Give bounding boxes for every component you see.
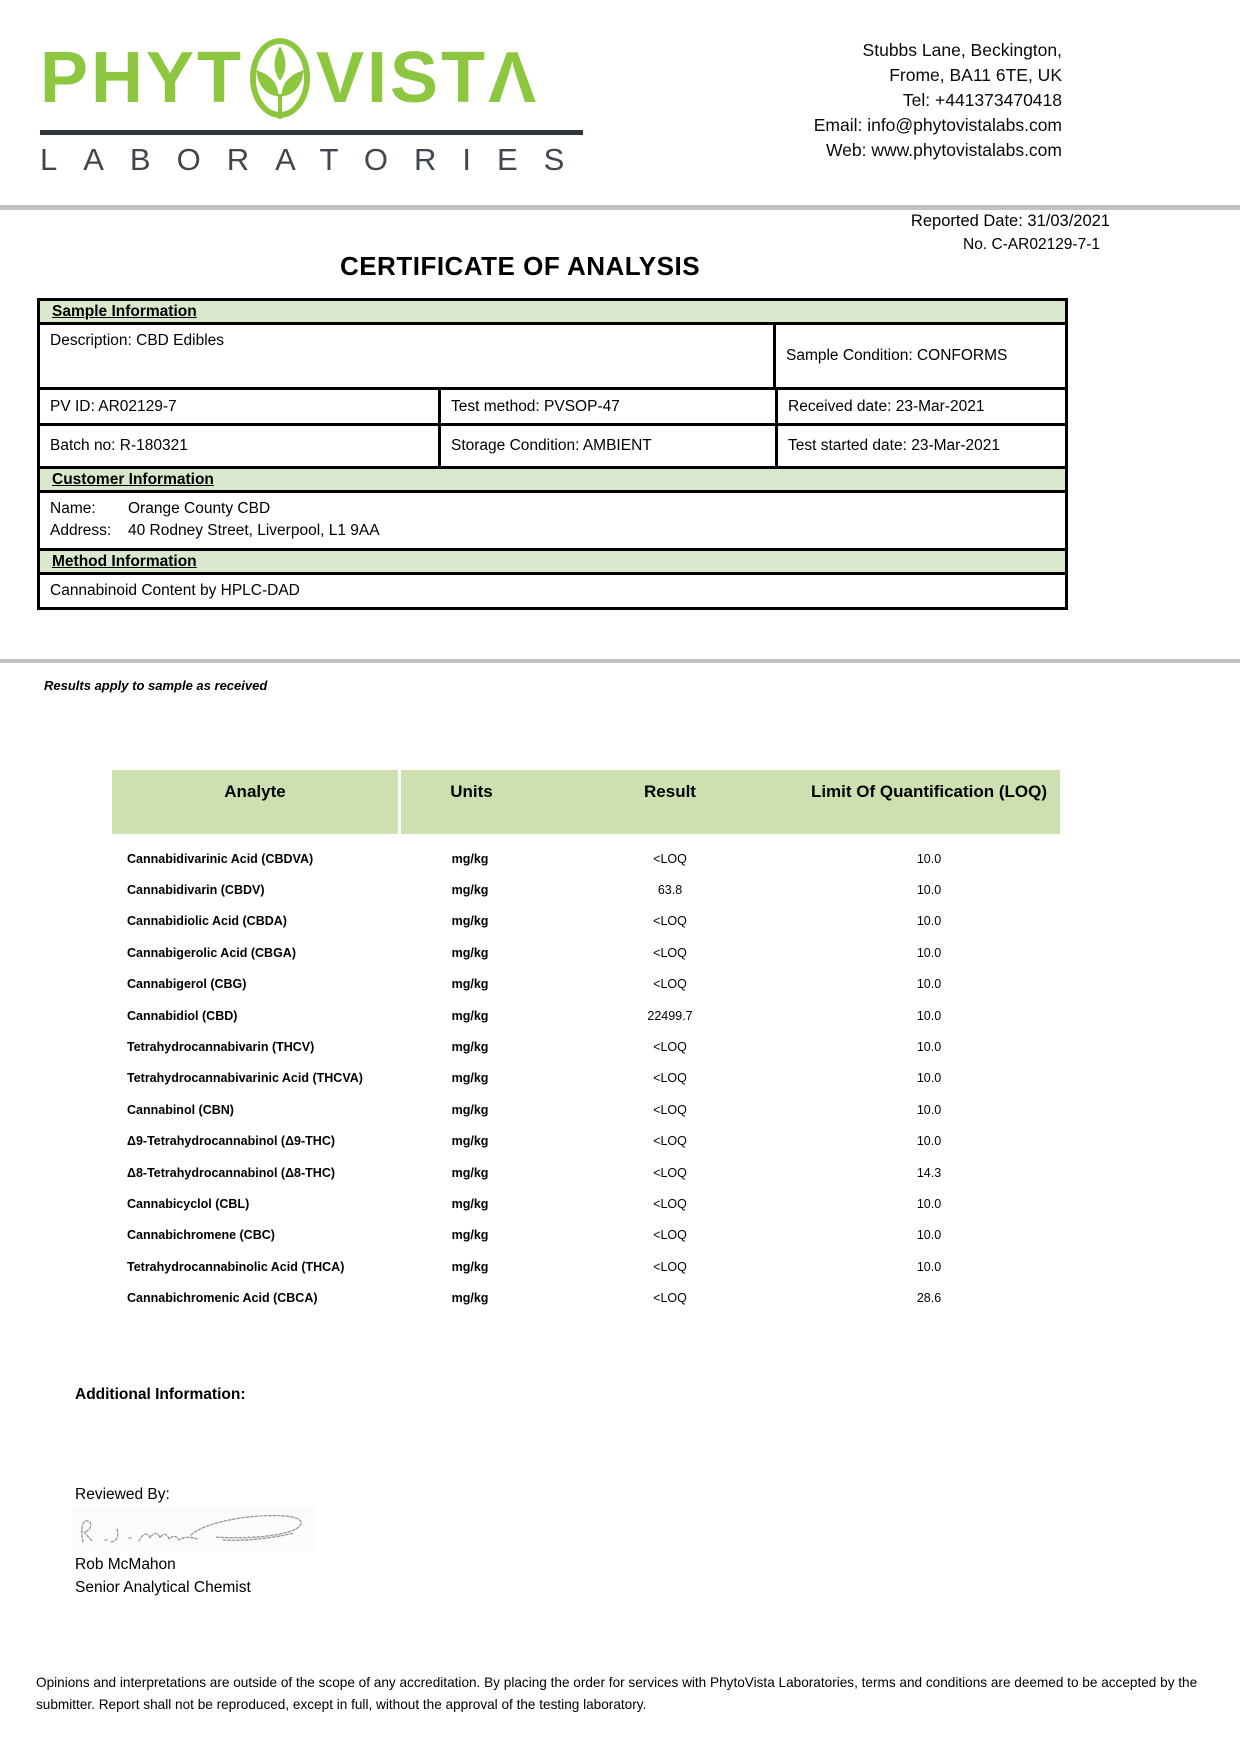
loq-cell: 10.0 — [916, 1040, 942, 1055]
table-row — [112, 1188, 1060, 1219]
storage-condition: Storage Condition: AMBIENT — [438, 426, 775, 466]
column-header-units: Units — [450, 782, 493, 801]
sample-description-row — [40, 322, 1065, 387]
column-header-loq: Limit Of Quantification (LOQ) — [810, 782, 1048, 801]
analyte-cell: Tetrahydrocannabinolic Acid (THCA) — [127, 1259, 345, 1274]
loq-cell: 10.0 — [916, 1134, 942, 1149]
logo-divider — [40, 130, 583, 135]
results-table-header — [112, 770, 1060, 834]
customer-information-title: Customer Information — [52, 470, 214, 488]
table-row — [112, 1000, 1060, 1031]
analyte-cell: Δ8-Tetrahydrocannabinol (Δ8-THC) — [127, 1165, 336, 1180]
result-cell: <LOQ — [653, 914, 687, 929]
results-table-body — [112, 843, 1060, 1314]
analyte-cell: Δ9-Tetrahydrocannabinol (Δ9-THC) — [127, 1134, 336, 1149]
table-row — [112, 1126, 1060, 1157]
units-cell: mg/kg — [451, 1228, 489, 1243]
table-row — [112, 1157, 1060, 1188]
method-information-title: Method Information — [52, 552, 197, 570]
table-row — [112, 1063, 1060, 1094]
table-row — [112, 1220, 1060, 1251]
loq-cell: 10.0 — [916, 1008, 942, 1023]
analyte-cell: Cannabidivarinic Acid (CBDVA) — [127, 851, 314, 866]
analyte-cell: Cannabidivarin (CBDV) — [127, 883, 265, 898]
logo-text-vista: VISTΛ — [316, 38, 540, 118]
table-row — [112, 1094, 1060, 1125]
analyte-cell: Cannabichromenic Acid (CBCA) — [127, 1291, 318, 1306]
pv-id: PV ID: AR02129-7 — [50, 397, 177, 415]
units-cell: mg/kg — [451, 1134, 489, 1149]
analyte-cell: Cannabicyclol (CBL) — [127, 1196, 250, 1211]
table-row — [112, 1282, 1060, 1313]
method-information-header — [40, 548, 1065, 572]
sample-description: Description: CBD Edibles — [50, 332, 225, 349]
contact-phone: Tel: +441373470418 — [902, 90, 1062, 110]
result-cell: 63.8 — [657, 883, 683, 898]
units-cell: mg/kg — [451, 1071, 489, 1086]
units-cell: mg/kg — [451, 1196, 489, 1211]
signature-image — [73, 1506, 315, 1552]
loq-cell: 10.0 — [916, 945, 942, 960]
analyte-cell: Cannabigerolic Acid (CBGA) — [127, 945, 296, 960]
loq-cell: 10.0 — [916, 1071, 942, 1086]
header-divider-line — [0, 205, 1240, 210]
table-row — [112, 937, 1060, 968]
result-cell: <LOQ — [653, 1071, 687, 1086]
batch-no: Batch no: R-180321 — [50, 437, 188, 454]
analyte-cell: Cannabinol (CBN) — [127, 1102, 234, 1117]
units-cell: mg/kg — [451, 977, 489, 992]
loq-cell: 28.6 — [916, 1291, 942, 1306]
contact-email: Email: info@phytovistalabs.com — [813, 115, 1062, 135]
loq-cell: 10.0 — [916, 1102, 942, 1117]
sample-condition: Sample Condition: CONFORMS — [773, 325, 1065, 387]
analyte-cell: Tetrahydrocannabivarinic Acid (THCVA) — [127, 1071, 363, 1086]
lab-contact-block — [814, 38, 1062, 163]
result-cell: <LOQ — [653, 1165, 687, 1180]
analyte-cell: Cannabichromene (CBC) — [127, 1228, 275, 1243]
method-name: Cannabinoid Content by HPLC-DAD — [40, 572, 1065, 607]
result-cell: <LOQ — [653, 1259, 687, 1274]
analyte-cell: Cannabidiol (CBD) — [127, 1008, 238, 1023]
results-table — [112, 770, 1060, 1314]
logo-wordmark — [40, 30, 600, 126]
customer-details — [40, 490, 1065, 548]
result-cell: <LOQ — [653, 1102, 687, 1117]
result-cell: 22499.7 — [647, 1008, 693, 1023]
customer-address-value: 40 Rodney Street, Liverpool, L1 9AA — [128, 522, 380, 539]
reviewed-by-label: Reviewed By: — [75, 1486, 170, 1503]
units-cell: mg/kg — [451, 851, 489, 866]
logo-subtitle: LABORATORIES — [40, 142, 591, 177]
loq-cell: 10.0 — [916, 1196, 942, 1211]
contact-address-line2: Frome, BA11 6TE, UK — [889, 65, 1062, 85]
sample-batch-row — [40, 423, 1065, 466]
information-section — [37, 298, 1068, 610]
column-header-analyte: Analyte — [112, 770, 398, 834]
additional-information-label: Additional Information: — [75, 1386, 246, 1403]
result-cell: <LOQ — [653, 1134, 687, 1149]
units-cell: mg/kg — [451, 1008, 489, 1023]
received-date: Received date: 23-Mar-2021 — [775, 390, 1065, 423]
table-row — [112, 1031, 1060, 1062]
table-row — [112, 1251, 1060, 1282]
contact-web: Web: www.phytovistalabs.com — [825, 140, 1062, 160]
section-divider-line — [0, 659, 1240, 663]
phytovista-logo — [40, 30, 600, 177]
loq-cell: 10.0 — [916, 914, 942, 929]
analyte-cell: Tetrahydrocannabivarin (THCV) — [127, 1040, 315, 1055]
loq-cell: 10.0 — [916, 851, 942, 866]
units-cell: mg/kg — [451, 914, 489, 929]
loq-cell: 10.0 — [916, 883, 942, 898]
results-table-header-right — [401, 770, 1060, 834]
loq-cell: 14.3 — [916, 1165, 942, 1180]
analyte-cell: Cannabidiolic Acid (CBDA) — [127, 914, 287, 929]
units-cell: mg/kg — [451, 1040, 489, 1055]
table-row — [112, 969, 1060, 1000]
units-cell: mg/kg — [451, 1165, 489, 1180]
units-cell: mg/kg — [451, 1102, 489, 1117]
result-cell: <LOQ — [653, 1228, 687, 1243]
units-cell: mg/kg — [451, 945, 489, 960]
table-row — [112, 874, 1060, 905]
units-cell: mg/kg — [451, 1259, 489, 1274]
customer-address-line — [50, 522, 1055, 540]
leaf-o-icon — [247, 34, 313, 122]
analyte-cell: Cannabigerol (CBG) — [127, 977, 247, 992]
reported-date: Reported Date: 31/03/2021 — [910, 212, 1110, 230]
loq-cell: 10.0 — [916, 1228, 942, 1243]
test-started-date: Test started date: 23-Mar-2021 — [775, 426, 1065, 466]
results-note: Results apply to sample as received — [44, 678, 268, 693]
table-row — [112, 906, 1060, 937]
units-cell: mg/kg — [451, 883, 489, 898]
reviewer-name: Rob McMahon — [75, 1556, 176, 1573]
result-cell: <LOQ — [653, 851, 687, 866]
customer-name-value: Orange County CBD — [128, 500, 271, 517]
sample-ids-row — [40, 387, 1065, 423]
page-title: CERTIFICATE OF ANALYSIS — [339, 251, 701, 281]
footer-disclaimer: Opinions and interpretations are outside of the scope of any accreditation. By placing the order for services with PhytoVista Laboratories, terms and conditions are deemed to be accepted by the submitter. Report shall not be reproduced, except in full, without the approval of the testing laboratory. — [36, 1675, 1198, 1712]
table-row — [112, 843, 1060, 874]
units-cell: mg/kg — [451, 1291, 489, 1306]
customer-name-line — [50, 500, 1055, 518]
customer-address-label: Address: — [50, 522, 112, 539]
sample-information-title: Sample Information — [52, 302, 197, 320]
sample-information-header — [40, 301, 1065, 322]
loq-cell: 10.0 — [916, 977, 942, 992]
result-cell: <LOQ — [653, 1291, 687, 1306]
logo-text-phyt: PHYT — [40, 38, 245, 118]
result-cell: <LOQ — [653, 945, 687, 960]
report-number: No. C-AR02129-7-1 — [963, 236, 1100, 253]
customer-name-label: Name: — [50, 500, 96, 517]
result-cell: <LOQ — [653, 977, 687, 992]
contact-address-line1: Stubbs Lane, Beckington, — [862, 40, 1062, 60]
loq-cell: 10.0 — [916, 1259, 942, 1274]
result-cell: <LOQ — [653, 1196, 687, 1211]
customer-information-header — [40, 466, 1065, 490]
column-header-result: Result — [644, 782, 696, 801]
result-cell: <LOQ — [653, 1040, 687, 1055]
test-method: Test method: PVSOP-47 — [438, 390, 775, 423]
reviewer-title: Senior Analytical Chemist — [75, 1579, 251, 1596]
